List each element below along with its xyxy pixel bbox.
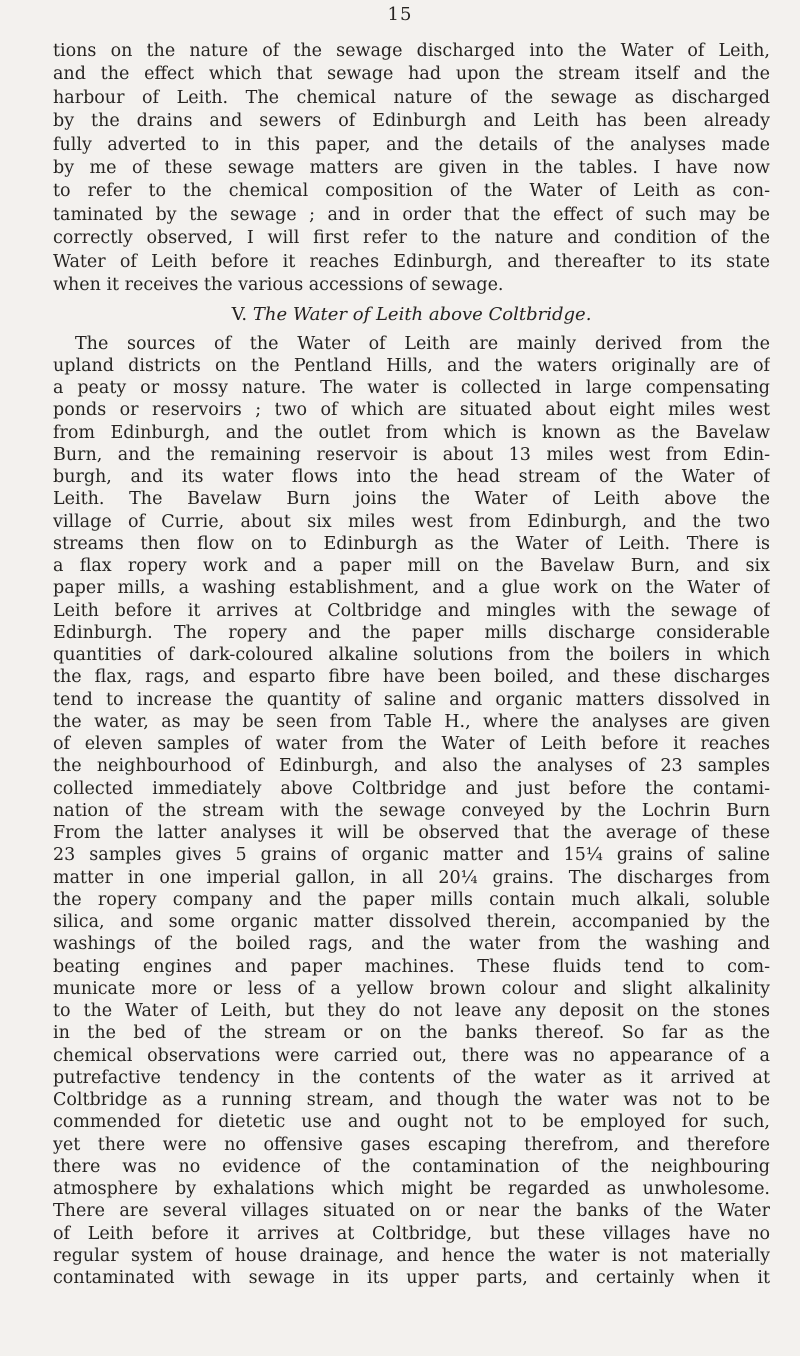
text-line: silica, and some organic matter dissolved therein, accompanied by the	[53, 912, 770, 933]
text-line: nation of the stream with the sewage conveyed by the Lochrin Burn	[53, 800, 770, 821]
text-line: the water, as may be seen from Table H., where the analyses are given	[53, 711, 770, 732]
text-line: Coltbridge as a running stream, and though the water was not to be	[53, 1090, 770, 1111]
document-body	[53, 40, 770, 1289]
text-line: fully adverted to in this paper, and the details of the analyses made	[53, 134, 770, 155]
text-line: taminated by the sewage ; and in order that the effect of such may be	[53, 204, 770, 225]
text-line: contaminated with sewage in its upper parts, and certainly when it	[53, 1268, 770, 1289]
section-title: The Water of Leith above Coltbridge.	[252, 304, 592, 326]
text-line: burgh, and its water flows into the head stream of the Water of	[53, 467, 770, 488]
text-line: the flax, rags, and esparto fibre have been boiled, and these discharges	[53, 667, 770, 688]
text-line: correctly observed, I will first refer to the nature and condition of the	[53, 228, 770, 249]
text-line: The sources of the Water of Leith are mainly derived from the	[75, 333, 770, 354]
page-number: 15	[387, 4, 413, 25]
paragraph-2	[53, 333, 770, 1290]
text-line: There are several villages situated on or near the banks of the Water	[53, 1201, 770, 1222]
text-line: to the Water of Leith, but they do not leave any deposit on the stones	[53, 1001, 770, 1022]
text-line: yet there were no offensive gases escaping therefrom, and therefore	[53, 1134, 770, 1155]
text-line: a flax ropery work and a paper mill on the Bavelaw Burn, and six	[53, 556, 770, 577]
text-line: Water of Leith before it reaches Edinburgh, and thereafter to its state	[53, 251, 770, 272]
text-line: in the bed of the stream or on the banks thereof. So far as the	[53, 1023, 770, 1044]
text-line: the ropery company and the paper mills contain much alkali, soluble	[53, 889, 770, 910]
text-line: of Leith before it arrives at Coltbridge, but these villages have no	[53, 1223, 770, 1244]
text-line: of eleven samples of water from the Water of Leith before it reaches	[53, 734, 770, 755]
text-line: washings of the boiled rags, and the water from the washing and	[53, 934, 770, 955]
text-line: 23 samples gives 5 grains of organic matter and 15¼ grains of saline	[53, 845, 770, 866]
text-line: to refer to the chemical composition of the Water of Leith as con-	[53, 181, 770, 202]
text-line: from Edinburgh, and the outlet from which is known as the Bavelaw	[53, 422, 770, 443]
text-line: From the latter analyses it will be observed that the average of these	[53, 823, 770, 844]
text-line: the neighbourhood of Edinburgh, and also the analyses of 23 samples	[53, 756, 770, 777]
text-line: commended for dietetic use and ought not to be employed for such,	[53, 1112, 770, 1133]
text-line: tend to increase the quantity of saline and organic matters dissolved in	[53, 689, 770, 710]
text-line: by the drains and sewers of Edinburgh and Leith has been already	[53, 111, 770, 132]
paragraph-1	[53, 40, 770, 297]
text-line: Burn, and the remaining reservoir is about 13 miles west from Edin-	[53, 444, 770, 465]
text-line: Leith before it arrives at Coltbridge and mingles with the sewage of	[53, 600, 770, 621]
section-heading	[53, 303, 770, 326]
text-line: harbour of Leith. The chemical nature of the sewage as discharged	[53, 87, 770, 108]
text-line: by me of these sewage matters are given in the tables. I have now	[53, 157, 770, 178]
text-line: tions on the nature of the sewage discharged into the Water of Leith,	[53, 41, 770, 61]
text-line: a peaty or mossy nature. The water is collected in large compensating	[53, 378, 770, 399]
text-line: putrefactive tendency in the contents of the water as it arrived at	[53, 1067, 770, 1088]
text-line: upland districts on the Pentland Hills, and the waters originally are of	[53, 355, 770, 376]
text-line: streams then flow on to Edinburgh as the Water of Leith. There is	[53, 533, 770, 554]
text-line: and the effect which that sewage had upon the stream itself and the	[53, 64, 770, 85]
section-numeral: V.	[231, 304, 248, 326]
text-line: when it receives the various accessions of sewage.	[53, 274, 504, 295]
text-line: village of Currie, about six miles west from Edinburgh, and the two	[53, 511, 770, 532]
text-line: there was no evidence of the contamination of the neighbouring	[53, 1156, 770, 1177]
text-line: municate more or less of a yellow brown colour and slight alkalinity	[53, 978, 770, 999]
text-line: collected immediately above Coltbridge and just before the contami-	[53, 778, 770, 799]
text-line: quantities of dark-coloured alkaline solutions from the boilers in which	[53, 645, 770, 666]
text-line: chemical observations were carried out, there was no appearance of a	[53, 1045, 770, 1066]
text-line: atmosphere by exhalations which might be regarded as unwholesome.	[53, 1179, 770, 1200]
text-line: Leith. The Bavelaw Burn joins the Water of Leith above the	[53, 489, 770, 510]
text-line: paper mills, a washing establishment, and a glue work on the Water of	[53, 578, 770, 599]
text-line: regular system of house drainage, and hence the water is not materially	[53, 1245, 770, 1266]
text-line: ponds or reservoirs ; two of which are situated about eight miles west	[53, 400, 770, 421]
text-line: matter in one imperial gallon, in all 20¼ grains. The discharges from	[53, 867, 770, 888]
text-line: Edinburgh. The ropery and the paper mills discharge considerable	[53, 622, 770, 643]
text-line: beating engines and paper machines. These fluids tend to com-	[53, 956, 770, 977]
